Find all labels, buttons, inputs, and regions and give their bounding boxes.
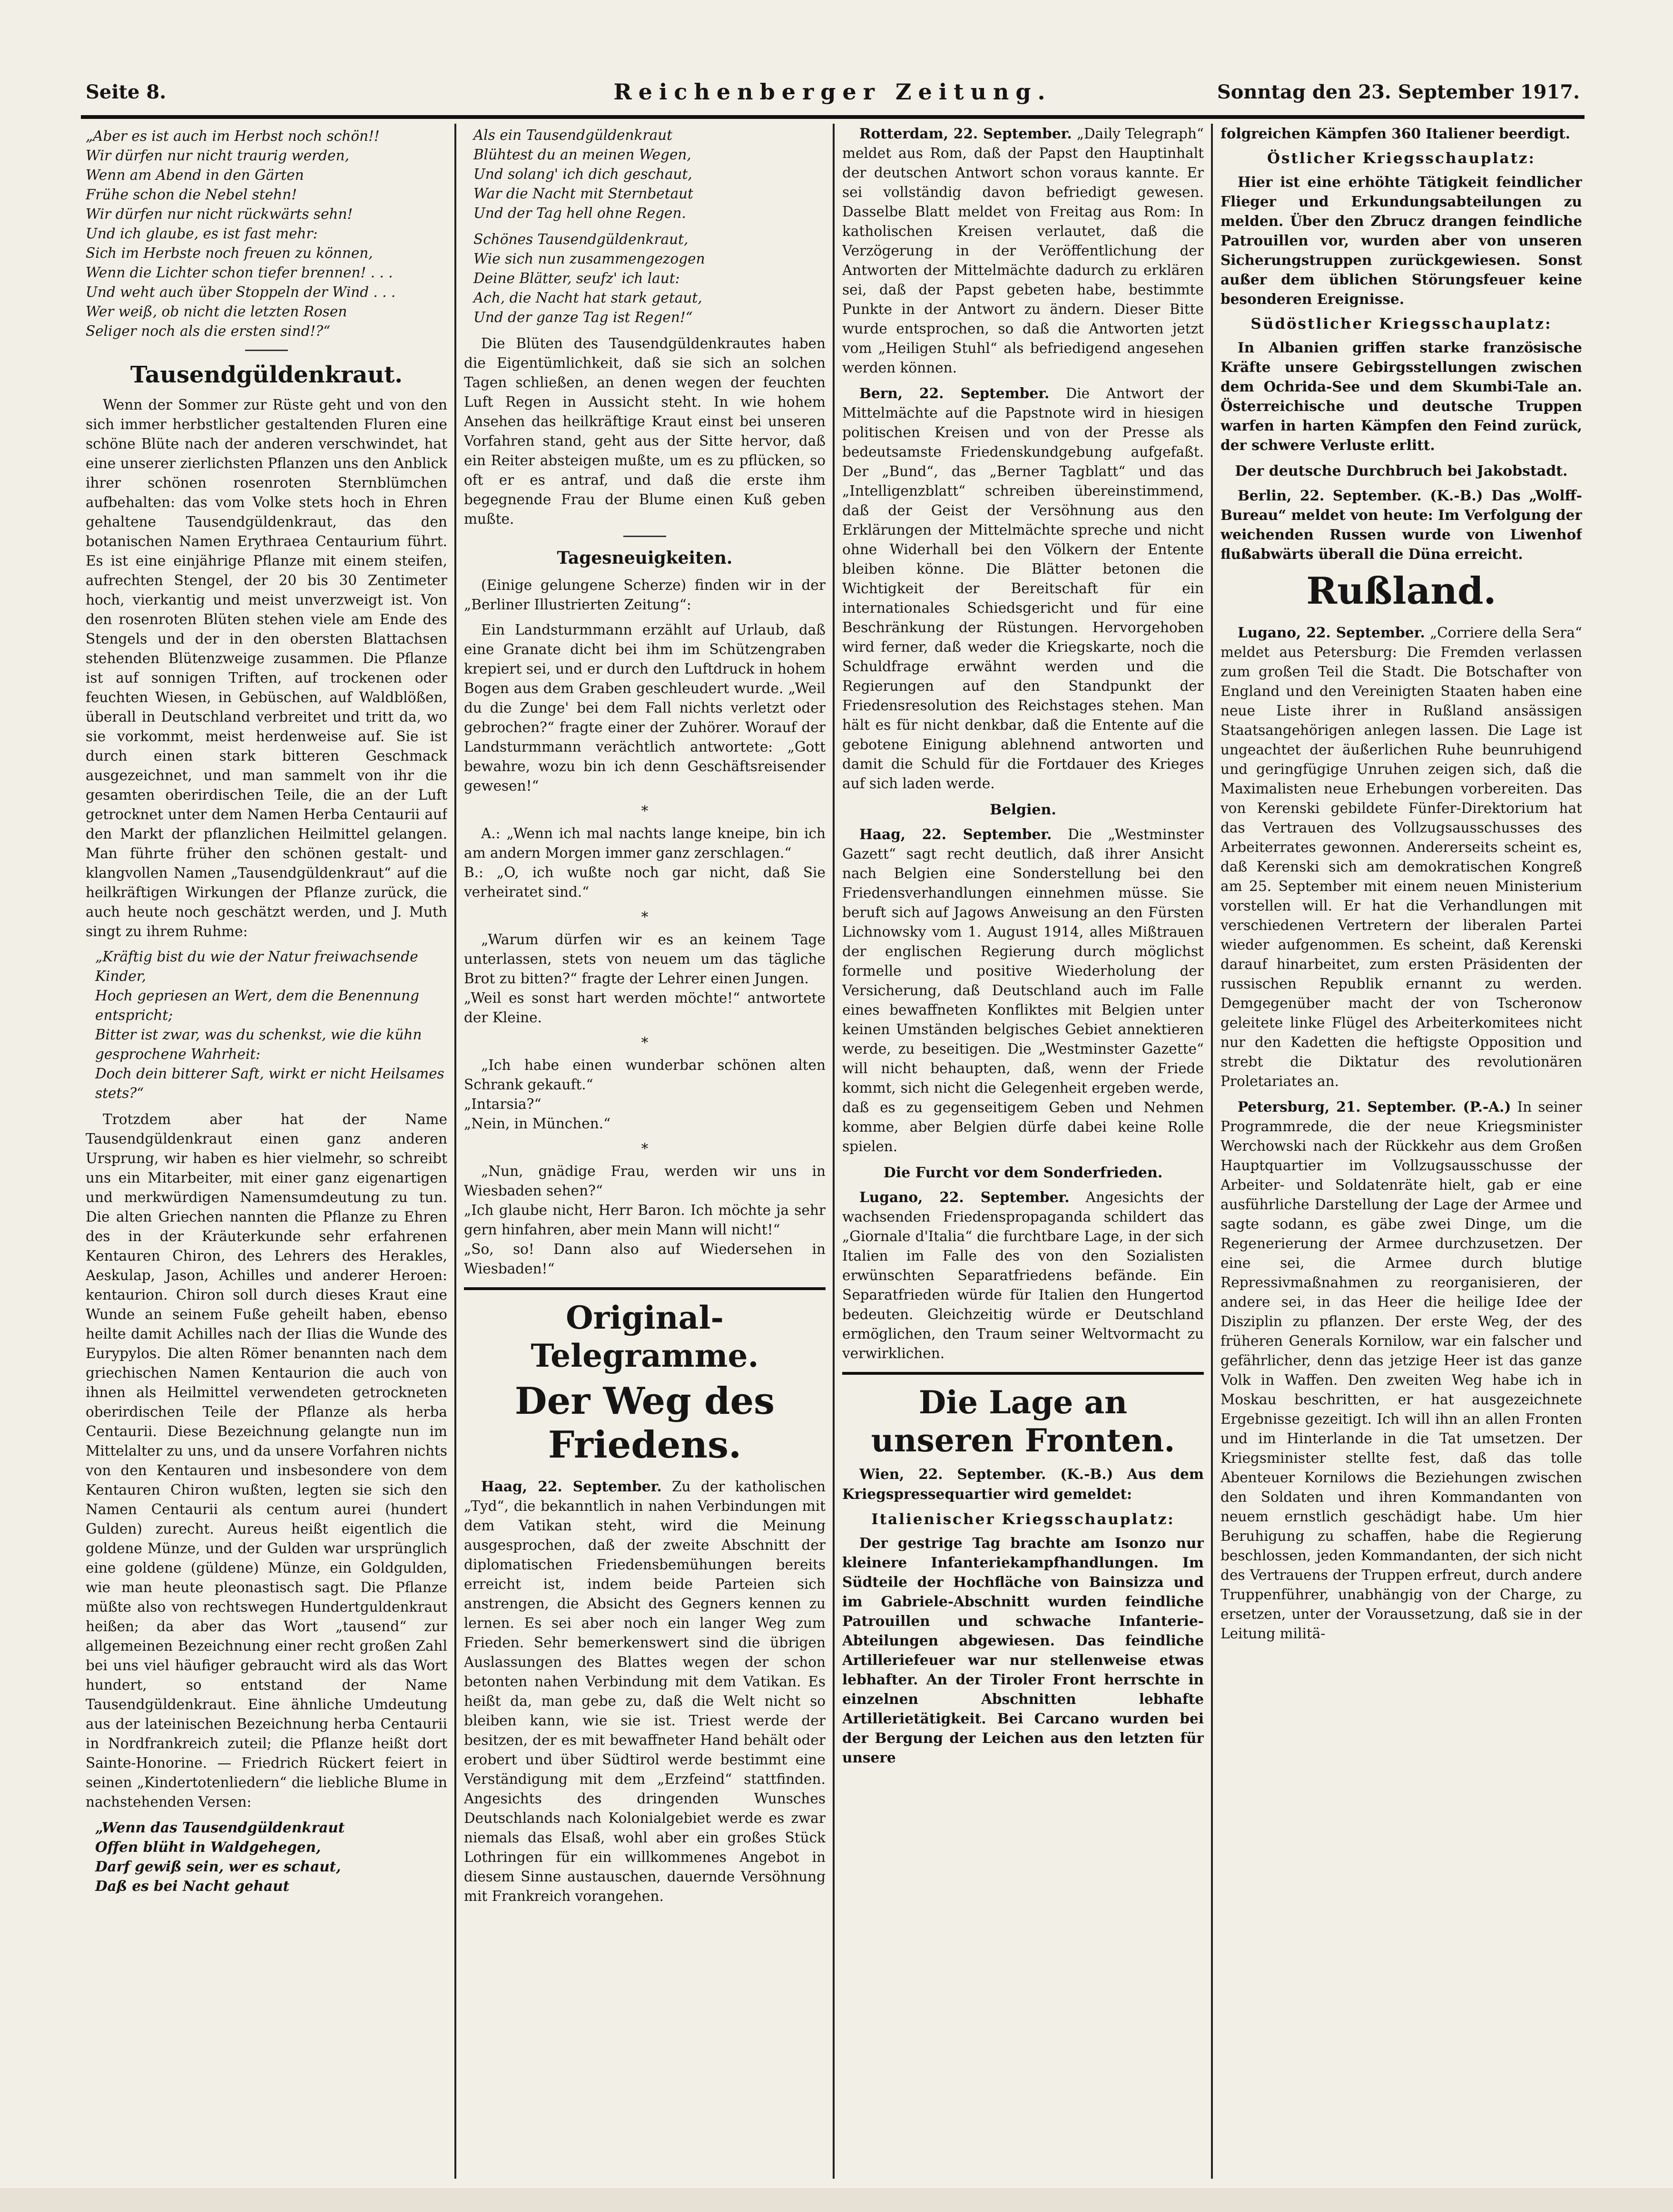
star-separator: * (641, 803, 649, 819)
article-paragraph (842, 124, 1204, 378)
subheading-suedoestlicher-kriegsschauplatz: Südöstlicher Kriegsschauplatz: (1250, 315, 1552, 333)
dateline: Lugano, 22. September. (1238, 624, 1425, 641)
joke-paragraph: „Ich habe einen wunderbar schönen alten Schrank gekauft.“ „Intarsia?“ „Nein, in München.“ (464, 1057, 826, 1132)
article-text: Die „Westminster Gazett“ sagt recht deutlich, daß ihrer Ansicht nach Belgien eine Sonderstellung bei den Friedensverhandlungen einnehmen müsse. Sie beruft sich auf Jagows Anweisung an den Fürsten Lichnowsky vom 1. August 1914, alles Mißtrauen der englischen Regierung durch möglichst formelle und positive Wiederholung der Versicherung, daß Deutschland auch im Falle eines bewaffneten Konfliktes mit Belgien unter keinen Umständen belgisches Gebiet annektieren werde, zu beseitigen. Die „Westminster Gazette“ will nicht behaupten, daß, wenn der Friede kommt, sich nicht die Gelegenheit ergeben werde, daß es zu gegenseitigem Geben und Nehmen komme, aber Belgien dürfe dabei keine Rolle spielen. (842, 826, 1204, 1155)
section-rule (842, 1372, 1204, 1375)
separator-dash (245, 350, 288, 351)
article-text: Die Antwort der Mittelmächte auf die Papstnote wird in hiesigen politischen Kreisen und von der Presse als bedeutsamste Friedenskundgebung aufgefaßt. Der „Bund“, das „Berner Tagblatt“ und das „Intelligenzblatt“ schreiben übereinstimmend, daß der Geist der Versöhnung aus den Erklärungen der Mittelmächte spreche und nicht ohne Widerhall bei den Völkern der Entente bleiben könne. Die Blätter betonen die Wichtigkeit der Bereitschaft für ein internationales Schiedsgericht und für eine Beschränkung der Rüstungen. Hervorgehoben wird ferner, daß weder die Kriegskarte, noch die Schuldfrage erwähnt werden und die Regierungen auf den Standpunkt der Friedensresolution des Reichstages stehen. Man hält es für nicht denkbar, daß die Entente auf die gebotene Einigung ablehnend antworten und damit die Schuld für die Fortdauer des Krieges auf sich laden werde. (842, 385, 1204, 792)
column-divider-3 (1211, 124, 1213, 2179)
article-paragraph (464, 1477, 826, 1906)
verse-muth: „Kräftig bist du wie der Natur freiwachsende Kinder, Hoch gepriesen an Wert, dem die Benennung entspricht; Bitter ist zwar, was du schenkst, wie die kühn gesprochene Wahrheit: Doch dein bitterer Saft, wirkt er nicht Heilsames stets?“ (95, 949, 444, 1101)
article-paragraph: Wenn der Sommer zur Rüste geht und von den sich immer herbstlicher gestaltenden Fluren eine schöne Blüte nach der anderen verschwindet, hat eine unserer zierlichsten Pflanzen uns den Anblick ihrer schönen rosenroten Sternblümchen aufbehalten: das vom Volke stets hoch in Ehren gehaltene Tausendgüldenkraut, das den botanischen Namen Erythraea Centaurium führt. Es ist eine einjährige Pflanze mit einem steifen, aufrechten Stengel, der 20 bis 30 Zentimeter hoch, vierkantig und meist unverzweigt ist. Von den rosenroten Blüten stehen viele am Ende des Stengels und der in den obersten Blattachsen stehenden Blütenzweige zusammen. Die Pflanze ist auf sonnigen Triften, auf trockenen oder feuchten Wiesen, in Gebüschen, auf Waldblößen, überall in Deutschland verbreitet und tritt da, wo sie vorkommt, meist herdenweise auf. Sie ist durch einen stark bitteren Geschmack ausgezeichnet, und man sammelt von ihr die gesamten oberirdischen Teile, die an der Luft getrocknet unter dem Namen Herba Centaurii auf den Markt der pflanzlichen Heilmittel gelangen. Man führte früher den schönen gestalt- und klangvollen Namen „Tausendgüldenkraut“ auf die heilkräftigen Wirkungen der Pflanze zurück, die auch heute noch geschätzt werden, und J. Muth singt zu ihrem Ruhme: (86, 397, 447, 940)
article-paragraph: In Albanien griffen starke französische Kräfte unsere Gebirgsstellungen zwischen dem Ochrida-See und dem Skumbi-Tale an. Österreichische und deutsche Truppen warfen in harten Kämpfen den Feind zurück, der schwere Verluste erlitt. (1220, 339, 1582, 453)
section-title-original-telegramme: Original-Telegramme. (531, 1299, 759, 1374)
verse-rueckert: „Wenn das Tausendgüldenkraut Offen blüht in Waldgehegen, Darf gewiß sein, wer es schaut, Daß es bei Nacht gehaut (95, 1819, 345, 1894)
verse-continued-a: Als ein Tausendgüldenkraut Blühtest du an meinen Wegen, Und solang' ich dich geschaut, War die Nacht mit Sternbetaut Und der Tag hell ohne Regen. (473, 127, 694, 221)
dateline: Petersburg, 21. September. (P.-A.) (1238, 1098, 1511, 1115)
article-paragraph (842, 383, 1204, 793)
article-text: Angesichts der wachsenden Friedenspropaganda schildert das „Giornale d'Italia“ die furchtbare Lage, in der sich Italien im Falle des von den Sozialisten erwünschten Separatfriedens befände. Ein Separatfrieden würde für Italien den Hungertod bedeuten. Gleichzeitig würde er Deutschland ermöglichen, den Traum seiner Weltvormacht zu verwirklichen. (842, 1189, 1204, 1361)
section-title-tagesneuigkeiten: Tagesneuigkeiten. (557, 548, 733, 568)
article-paragraph: Die Blüten des Tausendgüldenkrautes haben die Eigentümlichkeit, daß sie sich an solchen Tagen schließen, an denen wegen der feuchten Luft Regen in Aussicht steht. In wie hohem Ansehen das heilkräftige Kraut einst bei unseren Vorfahren stand, geht aus der Sitte hervor, daß ein Reiter absteigen mußte, um es zu pflücken, so oft er es antraf, und daß die erste ihm begegnende Frau der Blume einen Kuß geben mußte. (464, 335, 826, 527)
article-text: In seiner Programmrede, die der neue Kriegsminister Werchowski nach der Rückkehr aus dem Großen Hauptquartier im Vollzugsausschusse der Arbeiter- und Soldatenräte hielt, gab er eine ausführliche Darstellung der Lage der Armee und sagte sodann, es gäbe zwei Dinge, um die Regenerierung der Armee durchzusetzen. Der eine sei, die Armee durch blutige Repressivmaßnahmen zu reorganisieren, der andere sei, in das Heer die heilige Idee der Disziplin zu pflanzen. Der erste Weg, der des früheren Generals Kornilow, war ein falscher und gefährlicher, denn das jetzige Heer ist das ganze Volk in Waffen. Den zweiten Weg habe ich in Moskau beschritten, er hat ausgezeichnete Ergebnisse gezeitigt. Ich will ihn an allen Fronten und im Hinterlande in die Tat umsetzen. Der Kriegsminister stellte fest, daß das tolle Abenteuer Kornilows die Beziehungen zwischen den Soldaten und ihren Kommandanten von neuem ernstlich geschädigt habe. Um hier Beruhigung zu schaffen, habe die Regierung beschlossen, jeden Kommandanten, der sich nicht des Vertrauens der Truppen erfreut, durch andere Truppenführer, unabhängig von der Charge, zu ersetzen, unter der Voraussetzung, daß sie in der Leitung militä- (1220, 1099, 1582, 1642)
article-paragraph (1220, 1097, 1582, 1644)
dateline: Lugano, 22. September. (859, 1189, 1070, 1205)
article-paragraph: folgreichen Kämpfen 360 Italiener beerdigt. (1220, 125, 1571, 142)
column-2 (464, 124, 826, 2183)
star-separator: * (641, 909, 649, 925)
dateline: Wien, 22. September. (K.-B.) (859, 1466, 1113, 1482)
article-paragraph: Der gestrige Tag brachte am Isonzo nur kleinere Infanteriekampfhandlungen. Im Südteile der Hochfläche von Bainsizza und im Gabriele-Abschnitt wurden feindliche Patrouillen und schwache Infanterie-Abteilungen abgewiesen. Das feindliche Artilleriefeuer war nur stellenweise etwas lebhafter. An der Tiroler Front herrschte in einzelnen Abschnitten lebhafte Artillerietätigkeit. Bei Carcano wurden bei der Bergung der Leichen aus den letzten für unsere (842, 1535, 1204, 1766)
subheading-furcht: Die Furcht vor dem Sonderfrieden. (883, 1165, 1163, 1181)
article-paragraph (842, 824, 1204, 1156)
issue-date: Sonntag den 23. September 1917. (1217, 81, 1580, 103)
dateline: Haag, 22. September. (481, 1478, 662, 1495)
article-paragraph (1220, 623, 1582, 1091)
subheading-durchbruch-jakobstadt: Der deutsche Durchbruch bei Jakobstadt. (1235, 463, 1568, 480)
separator-dash (623, 536, 666, 537)
section-rule (464, 1287, 826, 1290)
star-separator: * (641, 1035, 649, 1051)
page-number: Seite 8. (86, 81, 167, 103)
masthead-title: Reichenberger Zeitung. (613, 79, 1052, 105)
column-4 (1220, 124, 1582, 2183)
header-rule (81, 115, 1584, 119)
verse-continued-b: Schönes Tausendgüldenkraut, Wie sich nun zusammengezogen Deine Blätter, seufz' ich laut: Ach, die Nacht hat stark getaut, Und der ganze Tag ist Regen!“ (473, 231, 705, 325)
article-title-tausendgueldenkraut: Tausendgüldenkraut. (130, 362, 403, 388)
article-paragraph (842, 1464, 1204, 1504)
headline-weg-des-friedens: Der Weg des Friedens. (514, 1380, 775, 1467)
article-paragraph: Trotzdem aber hat der Name Tausendgüldenkraut einen ganz anderen Ursprung, wir haben es hier vielmehr, so schreibt uns ein Mitarbeiter, mit einer ganz eigenartigen und merkwürdigen Namensumdeutung zu tun. Die alten Griechen nannten die Pflanze zu Ehren des in der Kräuterkunde sehr erfahrenen Kentauren Chiron, des Lehrers des Herakles, Aeskulap, Jason, Achilles und anderer Heroen: kentaurion. Chiron soll durch dieses Kraut eine Wunde an seinem Fuße geheilt haben, ebenso heilte damit Achilles nach der Ilias die Wunde des Eurypylos. Die alten Römer benannten nach dem griechischen Namen Kentaurion die auch von ihnen als Heilmittel verwendeten getrockneten oberirdischen Teile der Pflanze als herba Centaurii. Diese Bezeichnung gelangte nun im Mittelalter zu uns, und da unsere Vorfahren nichts von den Kentauren und insbesondere von dem Kentauren Chiron wußten, legten sie sich den Namen Centaurii als centum aurei (hundert Gulden) zurecht. Aureus heißt eigentlich die goldene Münze, und der Gulden war ursprünglich eine goldene (güldene) Münze, ein Goldgulden, wie man heute pleonastisch sagt. Die Pflanze müßte also von rechtswegen Hundertguldenkraut heißen; da aber das Wort „tausend“ zur allgemeinen Bezeichnung einer recht großen Zahl bei uns viel häufiger gebraucht wird als das Wort hundert, so entstand der Name Tausendgüldenkraut. Eine ähnliche Umdeutung aus der lateinischen Bezeichnung herba Centaurii in Nordfrankreich zuteil; die Pflanze heißt dort Sainte-Honorine. — Friedrich Rückert feiert in seinen „Kindertotenliedern“ die liebliche Blume in nachstehenden Versen: (86, 1111, 447, 1810)
article-text: „Daily Telegraph“ meldet aus Rom, daß der Papst den Hauptinhalt der deutschen Antwort schon voraus kannte. Er sei vollständig davon befriedigt gewesen. Dasselbe Blatt meldet von Freitag aus Rom: In katholischen Kreisen verlautet, daß die Verzögerung in der Veröffentlichung der Antworten der Mittelmächte dadurch zu erklären sei, daß der Papst gebeten habe, bestimmte Punkte in der Antwort zu ändern. Dieser Bitte wurde entsprochen, so daß die Antworten jetzt vom „Heiligen Stuhl“ als befriedigend angesehen werden können. (842, 126, 1204, 376)
joke-paragraph: Ein Landsturmmann erzählt auf Urlaub, daß eine Granate dicht bei ihm im Schützengraben krepiert sei, und er durch den Luftdruck in hohem Bogen aus dem Graben geschleudert wurde. „Weil du die Zunge' bei dem Fall nichts verletzt oder gebrochen?“ fragte einer der Zuhörer. Worauf der Landsturmmann verächtlich antwortete: „Gott bewahre, wozu bin ich denn Geschäftsreisender gewesen!“ (464, 622, 826, 794)
dateline: Rotterdam, 22. September. (859, 125, 1072, 142)
star-separator: * (641, 1141, 649, 1157)
dateline: Haag, 22. September. (859, 826, 1052, 842)
article-text: Das „Wolff-Bureau“ meldet von heute: Im Verfolgung der weichenden Russen wurde von Liwenhof flußabwärts überall die Düna erreicht. (1220, 487, 1582, 562)
subheading-belgien: Belgien. (990, 802, 1056, 818)
article-paragraph: Hier ist eine erhöhte Tätigkeit feindlicher Flieger und Erkundungsabteilungen zu melden. Über den Zbrucz drangen feindliche Patrouillen vor, wurden aber von unseren Sicherungstruppen zurückgewiesen. Sonst außer dem üblichen Störungsfeuer keine besonderen Ereignisse. (1220, 174, 1582, 307)
article-text: Zu der katholischen „Tyd“, die bekanntlich in nahen Verbindungen mit dem Vatikan steht, wird die Meinung ausgesprochen, daß der zweite Abschnitt der diplomatischen Friedensbemühungen bereits erreicht ist, indem beide Parteien sich anstrengen, die Absicht des Gegners kennen zu lernen. Es sei aber noch ein langer Weg zum Frieden. Sehr bemerkenswert sind die übrigen Auslassungen des Blattes wegen der schon betonten nahen Verbindung mit dem Vatikan. Es heißt da, man gebe zu, daß die Welt nicht so bleiben kann, wie sie ist. Triest werde der besitzen, der es mit bewaffneter Hand behält oder erobert und über Südtirol werde bestimmt eine Verständigung mit dem „Erzfeind“ stattfinden. Angesichts des dringenden Wunsches Deutschlands nach Kolonialgebiet werde es zwar niemals das Elsaß, wohl aber ein großes Stück Lothringen für ein willkommenes Angebot in diesem Sinne austauschen, dauernde Versöhnung mit Frankreich vorangehen. (464, 1478, 826, 1904)
article-text: Aus dem Kriegspressequartier wird gemeldet: (842, 1466, 1204, 1502)
article-paragraph (1220, 486, 1582, 564)
headline-lage-an-fronten: Die Lage an unseren Fronten. (871, 1384, 1175, 1459)
column-divider-2 (833, 124, 835, 2179)
joke-paragraph: „Warum dürfen wir es an keinem Tage unterlassen, stets von neuem um das tägliche Brot zu bitten?“ fragte der Lehrer einen Jungen. „Weil es sonst hart werden möchte!“ antwortete der Kleine. (464, 931, 826, 1026)
headline-russland: Rußland. (1306, 569, 1496, 613)
page-bottom-edge (0, 2188, 1673, 2212)
subheading-italienischer-kriegsschauplatz: Italienischer Kriegsschauplatz: (871, 1511, 1175, 1528)
verse-intro: „Aber es ist auch im Herbst noch schön!! Wir dürfen nur nicht traurig werden, Wenn am Abend in den Gärten Frühe schon die Nebel stehn! Wir dürfen nur nicht rückwärts sehn! Und ich glaube, es ist fast mehr: Sich im Herbste noch freuen zu können, Wenn die Lichter schon tiefer brennen! . . . Und weht auch über Stoppeln der Wind . . . Wer weiß, ob nicht die letzten Rosen Seliger noch als die ersten sind!?“ (86, 128, 396, 339)
column-1 (86, 124, 447, 2183)
joke-paragraph: „Nun, gnädige Frau, werden wir uns in Wiesbaden sehen?“ „Ich glaube nicht, Herr Baron. Ich möchte ja sehr gern hinfahren, aber mein Mann will nicht!“ „So, so! Dann also auf Wiedersehen in Wiesbaden!“ (464, 1163, 826, 1277)
article-paragraph: (Einige gelungene Scherze) finden wir in der „Berliner Illustrierten Zeitung“: (464, 577, 826, 613)
column-3 (842, 124, 1204, 2183)
dateline: Berlin, 22. September. (K.-B.) (1238, 487, 1483, 504)
subheading-oestlicher-kriegsschauplatz: Östlicher Kriegsschauplatz: (1267, 150, 1535, 167)
dateline: Bern, 22. September. (859, 385, 1050, 401)
article-paragraph (842, 1187, 1204, 1363)
page-header (86, 76, 1580, 109)
joke-paragraph: A.: „Wenn ich mal nachts lange kneipe, bin ich am andern Morgen immer ganz zerschlagen.“ B.: „O, ich wußte noch gar nicht, daß Sie verheiratet sind.“ (464, 825, 826, 900)
article-text: „Corriere della Sera“ meldet aus Petersburg: Die Fremden verlassen zum großen Teil die Stadt. Die Botschafter von England und den Vereinigten Staaten haben eine neue Liste ihrer in Rußland ansässigen Staatsangehörigen anlegen lassen. Die Lage ist ungeachtet der äußerlichen Ruhe beunruhigend und geringfügige Unruhen zeigen sich, daß die Maximalisten neue Erhebungen vorbereiten. Das von Kerenski gebildete Fünfer-Direktorium hat das Vertrauen des Vollzugsausschusses des Arbeiterrates gewonnen. Andererseits scheint es, daß Kerenski sich am demokratischen Kongreß am 25. September mit einem neuen Ministerium vorstellen will. Er hat die Verhandlungen mit verschiedenen Vertretern der liberalen Partei wieder aufgenommen. Es scheint, daß Kerenski darauf hinarbeitet, zum ersten Präsidenten der russischen Republik ernannt zu werden. Demgegenüber macht der von Tscheronow geleitete linke Flügel des Arbeiterkomitees nicht nur den Kadetten die heftigste Opposition und strebt die Diktatur des revolutionären Proletariates an. (1220, 625, 1582, 1089)
column-divider-1 (454, 124, 456, 2179)
